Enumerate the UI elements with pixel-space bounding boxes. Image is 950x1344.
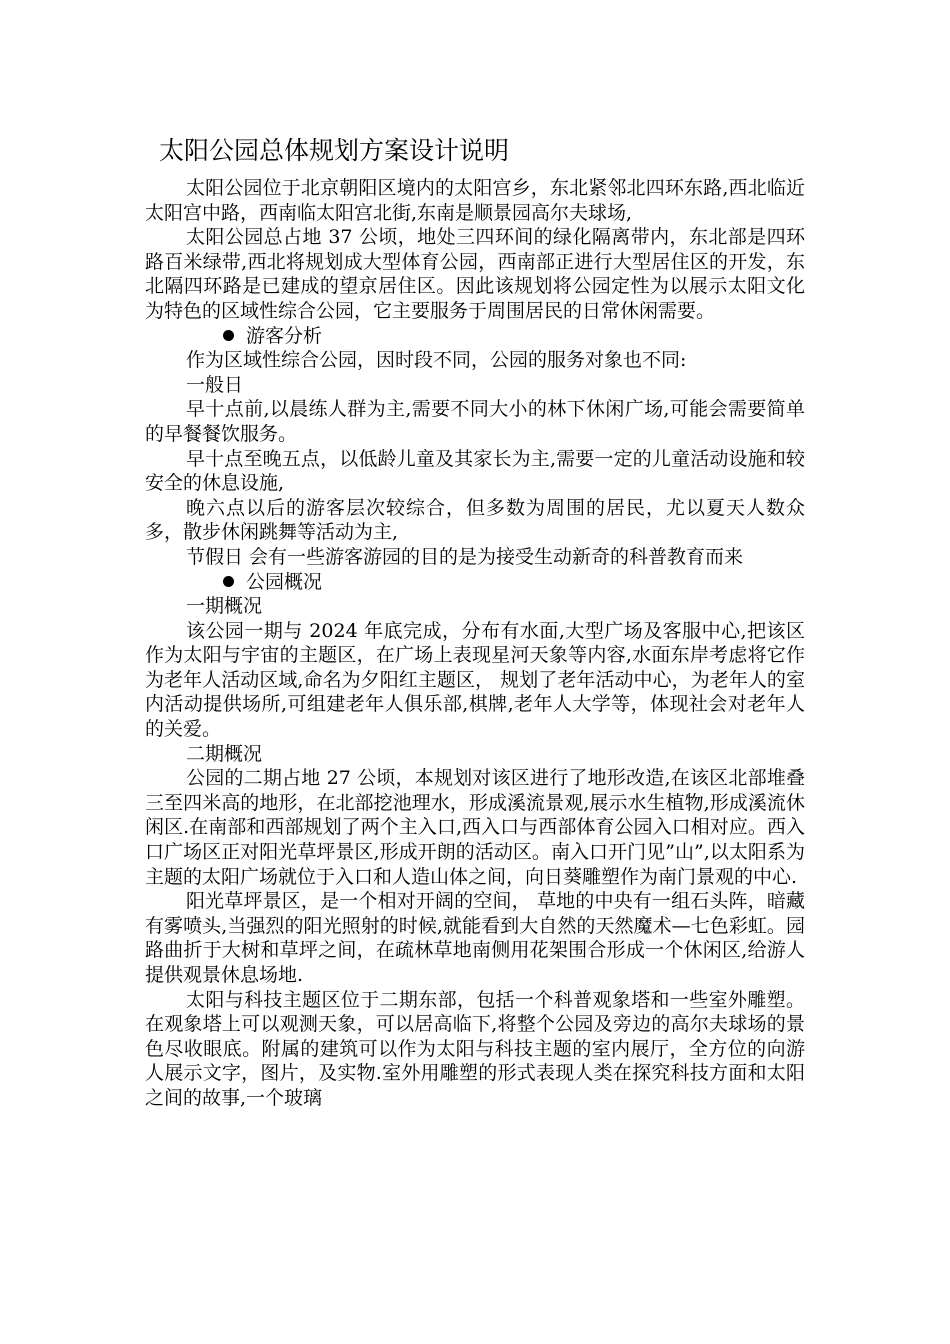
paragraph-sunshine-lawn: 阳光草坪景区，是一个相对开阔的空间， 草地的中央有一组石头阵，暗藏有雾喷头,当强烈的阳光照射的时候,就能看到大自然的天然魔术—七色彩虹。园路曲折于大树和草坪之间，在疏林草地南侧用花架围合形成一个休闲区,给游人提供观景休息场地. [145, 890, 805, 986]
subheading-weekday: 一般日 [186, 373, 244, 396]
document-body [145, 134, 805, 1111]
subheading-phase-one: 一期概况 [186, 595, 263, 618]
paragraph-daytime-visitors: 早十点至晚五点，以低龄儿童及其家长为主,需要一定的儿童活动设施和较安全的休息设施, [145, 447, 805, 495]
subheading-phase-two: 二期概况 [186, 742, 263, 765]
paragraph-science-zone: 太阳与科技主题区位于二期东部，包括一个科普观象塔和一些室外雕塑。在观象塔上可以观测天象，可以居高临下,将整个公园及旁边的高尔夫球场的景色尽收眼底。附属的建筑可以作为太阳与科技主题的室内展厅，全方位的向游人展示文字，图片，及实物.室外用雕塑的形式表现人类在探究科技方面和太阳之间的故事,一个玻璃 [145, 988, 805, 1109]
section-heading-park-overview [145, 570, 805, 595]
paragraph-holiday-visitors: 节假日 会有一些游客游园的目的是为接受生动新奇的科普教育而来 [186, 545, 744, 568]
paragraph-evening-visitors: 晚六点以后的游客层次较综合，但多数为周围的居民，尤以夏天人数众多，散步休闲跳舞等活动为主, [145, 496, 805, 544]
paragraph-phase-one: 该公园一期与 2024 年底完成，分布有水面,大型广场及客服中心,把该区作为太阳与宇宙的主题区，在广场上表现星河天象等内容,水面东岸考虑将它作为老年人活动区域,命名为夕阳红主题区， 规划了老年活动中心，为老年人的室内活动提供场所,可组建老年人俱乐部,棋牌,老年人大学等，体现社会对老年人的关爱。 [145, 619, 805, 741]
section-heading-text: 游客分析 [246, 324, 323, 347]
section-heading-text: 公园概况 [246, 570, 323, 593]
bullet-icon [223, 330, 234, 341]
intro-paragraph-area: 太阳公园总占地 37 公顷，地处三四环间的绿化隔离带内，东北部是四环路百米绿带,西北将规划成大型体育公园，西南部正进行大型居住区的开发，东北隔四环路是已建成的望京居住区。因此该规划将公园定性为以展示太阳文化为特色的区域性综合公园，它主要服务于周围居民的日常休闲需要。 [145, 226, 805, 322]
paragraph-morning-visitors: 早十点前,以晨练人群为主,需要不同大小的林下休闲广场,可能会需要简单的早餐餐饮服务。 [145, 398, 805, 445]
paragraph-phase-two-terrain: 公园的二期占地 27 公顷，本规划对该区进行了地形改造,在该区北部堆叠三至四米高的地形，在北部挖池理水，形成溪流景观,展示水生植物,形成溪流休闲区.在南部和西部规划了两个主入口,西入口与西部体育公园入口相对应。西入口广场区正对阳光草坪景区,形成开朗的活动区。南入口开门见”山”,以太阳系为主题的太阳广场就位于入口和人造山体之间，向日葵雕塑作为南门景观的中心. [145, 767, 805, 888]
section-heading-visitor-analysis [145, 324, 805, 349]
document-title: 太阳公园总体规划方案设计说明 [159, 136, 510, 165]
visitor-analysis-lead: 作为区域性综合公园，因时段不同，公园的服务对象也不同: [186, 349, 687, 372]
intro-paragraph-location: 太阳公园位于北京朝阳区境内的太阳宫乡，东北紧邻北四环东路,西北临近太阳宫中路，西南临太阳宫北街,东南是顺景园高尔夫球场, [145, 177, 805, 224]
bullet-icon [223, 576, 234, 587]
